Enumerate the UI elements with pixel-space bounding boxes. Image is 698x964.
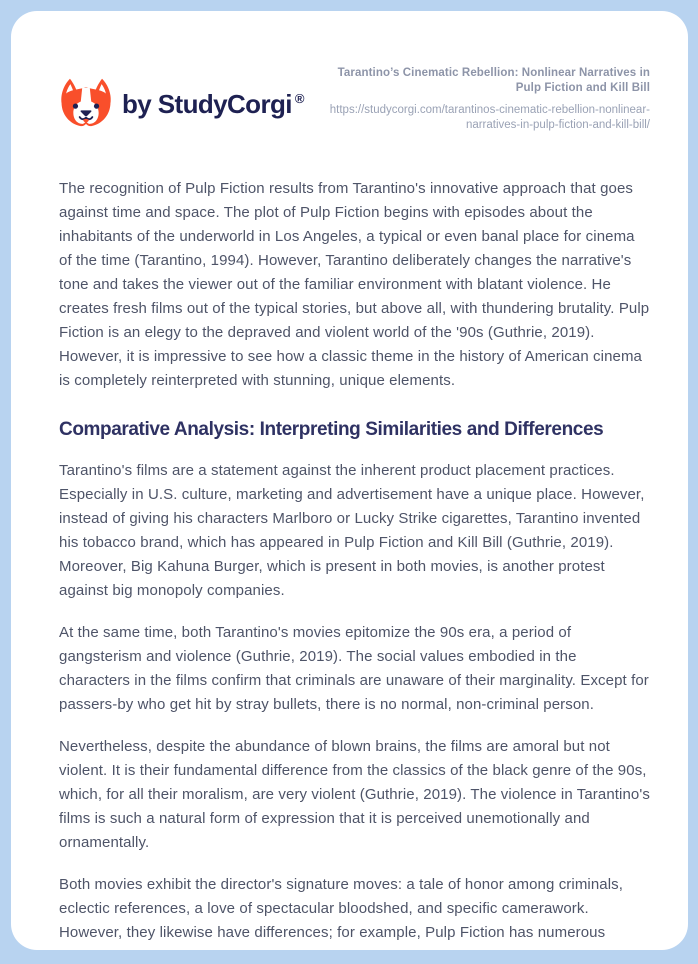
studycorgi-logo-link[interactable] — [59, 76, 304, 132]
section-paragraph-3: Nevertheless, despite the abundance of blown brains, the films are amoral but not violent. It is their fundamental difference from the classics of the black genre of the 90s, which, for all their moralism, are very violent (Guthrie, 2019). The violence in Tarantino's films is such a natural form of expression that it is perceived unemotionally and ornamentally. — [59, 738, 650, 851]
document-title: Tarantino’s Cinematic Rebellion: Nonlinear Narratives in Pulp Fiction and Kill Bill — [337, 67, 650, 94]
document-url-link[interactable]: https://studycorgi.com/tarantinos-cinematic-rebellion-nonlinear-narratives-in-pulp-fiction-and-kill-bill/ — [329, 104, 650, 131]
registered-trademark-symbol: ® — [294, 91, 304, 106]
logo-text: by StudyCorgi ® — [122, 89, 304, 119]
header — [59, 11, 650, 133]
section-paragraph-2: At the same time, both Tarantino's movies epitomize the 90s era, a period of gangsterism and violence (Guthrie, 2019). The social values embodied in the characters in the films confirm that criminals are unaware of their marginality. Except for passers-by who get hit by stray bullets, there is no normal, non-criminal person. — [59, 624, 649, 713]
section-paragraph-4: Both movies exhibit the director's signature moves: a tale of honor among criminals, eclectic references, a love of spectacular bloodshed, and specific camerawork. However, they likewise have differences; for example, Pulp Fiction has numerous — [59, 876, 624, 941]
document-meta — [315, 66, 650, 133]
section-heading: Comparative Analysis: Interpreting Similarities and Differences — [59, 419, 604, 440]
corgi-face-icon — [59, 76, 113, 132]
document-card — [11, 11, 688, 950]
intro-paragraph: The recognition of Pulp Fiction results from Tarantino's innovative approach that goes against time and space. The plot of Pulp Fiction begins with episodes about the inhabitants of the underworld in Los Angeles, a typical or even banal place for cinema of the time (Tarantino, 1994). However, Tarantino deliberately changes the narrative's tone and takes the viewer out of the familiar environment with blatant violence. He creates fresh films out of the typical stories, but above all, with thundering brutality. Pulp Fiction is an elegy to the depraved and violent world of the '90s (Guthrie, 2019). However, it is impressive to see how a classic theme in the history of American cinema is completely reinterpreted with stunning, unique elements. — [59, 180, 650, 389]
article-content — [59, 177, 650, 945]
section-paragraph-1: Tarantino's films are a statement against the inherent product placement practices. Especially in U.S. culture, marketing and advertisement have a unique place. However, instead of giving his characters Marlboro or Lucky Strike cigarettes, Tarantino invented his tobacco brand, which has appeared in Pulp Fiction and Kill Bill (Guthrie, 2019). Moreover, Big Kahuna Burger, which is present in both movies, is another protest against big monopoly companies. — [59, 462, 645, 599]
